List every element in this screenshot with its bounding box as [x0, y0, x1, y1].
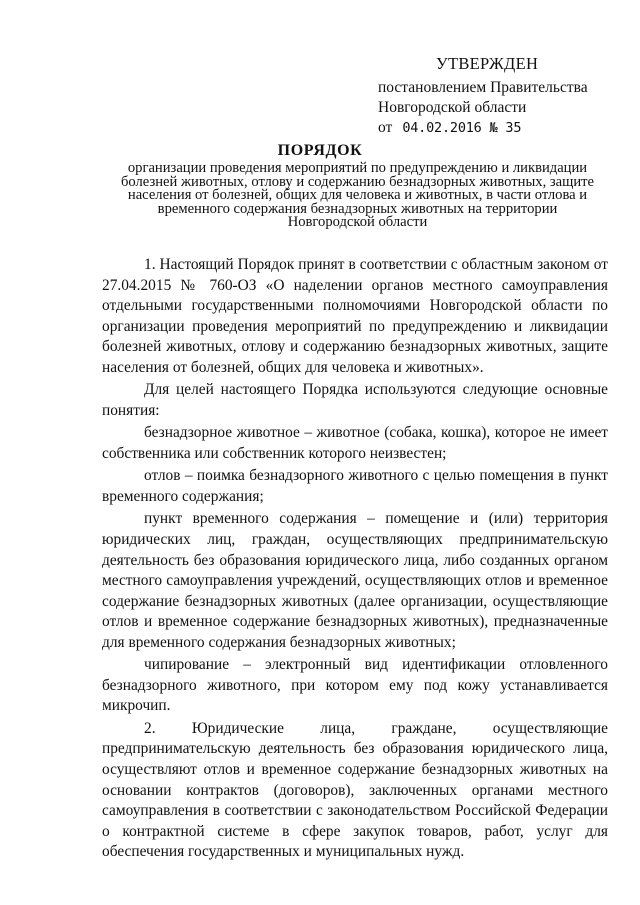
paragraph-definitions-intro: Для целей настоящего Порядка используются следующие основные понятия: — [102, 381, 608, 419]
definition-stray-animal: безнадзорное животное – животное (собака, кошка), которое не имеет собственника или собственник которого неизвестен; — [102, 424, 608, 462]
definition-temporary-shelter: пункт временного содержания – помещение и (или) территория юридических лиц, граждан, осуществляющих предпринимательскую деятельность без образования юридического лица, либо созданных органом местного самоуправления учреждений, осуществляющих отлов и временное содержание безнадзорных животных (далее организации, осуществляющие отлов и временное содержание безнадзорных животных), предназначенные для временного содержания безнадзорных животных; — [102, 510, 608, 651]
subtitle-line: населения от болезней, общих для человека и животных, в части отлова и — [127, 187, 588, 204]
approval-block — [378, 54, 608, 138]
approval-date-line — [378, 118, 608, 138]
approval-from-label: от — [378, 119, 393, 136]
subtitle-line: Новгородской области — [287, 214, 428, 231]
document-body — [102, 255, 608, 865]
document-subtitle — [110, 162, 605, 230]
subtitle-line: болезней животных, отлову и содержанию безнадзорных животных, защите — [120, 173, 595, 190]
approved-heading: УТВЕРЖДЕН — [436, 54, 539, 73]
paragraph-2: 2. Юридические лица, граждане, осуществляющие предпринимательскую деятельность без образования юридического лица, осуществляют отлов и временное содержание безнадзорных животных на основании контрактов (договоров), заключенных органами местного самоуправления в соответствии с законодательством Российской Федерации о контрактной системе в сфере закупок товаров, работ, услуг для обеспечения государственных и муниципальных нужд. — [102, 719, 608, 861]
subtitle-line: временного содержания безнадзорных животных на территории — [157, 200, 558, 217]
approval-region: Новгородской области — [378, 99, 527, 116]
approval-date-number: 04.02.2016 № 35 — [402, 120, 522, 136]
definition-chipping: чипирование – электронный вид идентификации отловленного безнадзорного животного, при котором ему под кожу устанавливается микрочип. — [102, 656, 608, 715]
document-title: ПОРЯДОК — [277, 142, 363, 159]
subtitle-line: организации проведения мероприятий по предупреждению и ликвидации — [127, 160, 588, 176]
paragraph-1: 1. Настоящий Порядок принят в соответствии с областным законом от 27.04.2015 № 760-ОЗ «О наделении органов местного самоуправления отдельными государственными полномочиями Новгородской области по организации проведения мероприятий по предупреждению и ликвидации болезней животных, отлову и содержанию безнадзорных животных, защите населения от болезней, общих для человека и животных». — [102, 256, 608, 376]
approval-by-line: постановлением Правительства — [378, 79, 588, 96]
definition-capture: отлов – поимка безнадзорного животного с целью помещения в пункт временного содержания; — [102, 467, 608, 505]
